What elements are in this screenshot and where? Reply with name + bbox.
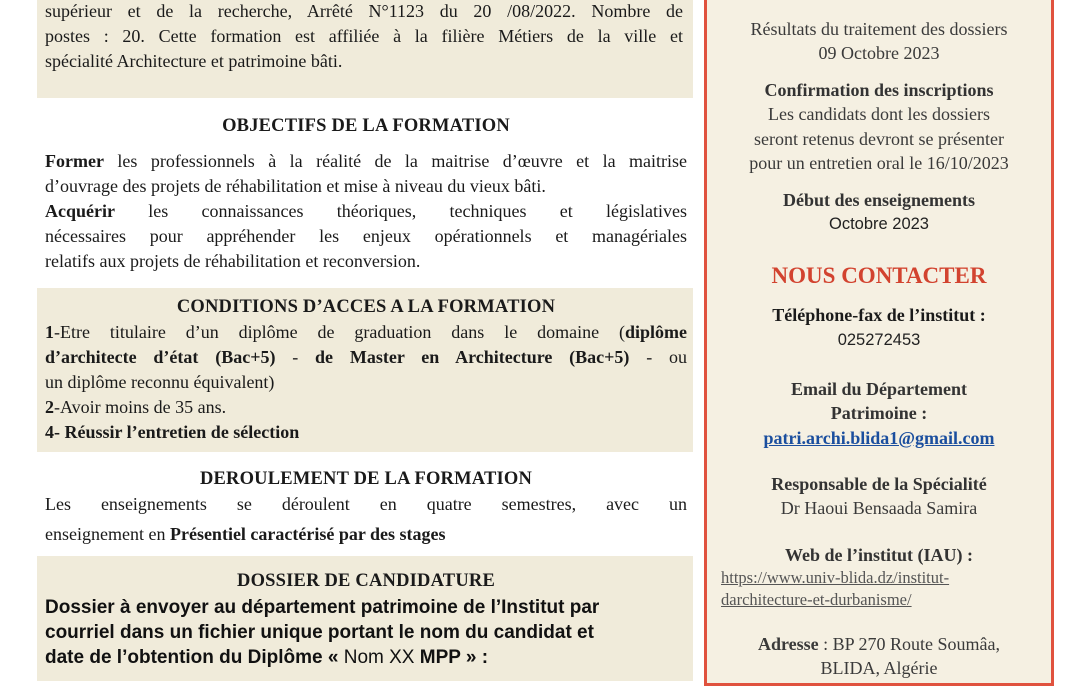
conditions-title: CONDITIONS D’ACCES A LA FORMATION <box>176 297 556 317</box>
email-label: Patrimoine : <box>830 403 928 423</box>
condition-1 <box>45 320 687 345</box>
condition-text: -Etre titulaire d’un diplôme de graduation dans le domaine ( <box>54 322 625 342</box>
conditions-section <box>37 288 693 452</box>
objectifs-title: OBJECTIFS DE LA FORMATION <box>222 116 510 136</box>
web-link-line[interactable]: darchitecture-et-durbanisme/ <box>721 590 912 609</box>
condition-bold: de Master en Architecture (Bac+5) <box>315 347 630 367</box>
tel-value: 025272453 <box>837 331 921 349</box>
condition-text: - <box>275 347 316 367</box>
objectifs-acquerir: Acquérir <box>45 201 115 221</box>
objectifs-text: les professionnels à la réalité de la maitrise d’œuvre et la maitrise <box>103 151 687 171</box>
intro-line: spécialité Architecture et patrimoine bâti. <box>45 51 343 71</box>
confirmation-line: Les candidats dont les dossiers <box>768 104 990 124</box>
condition-1-line-3: un diplôme reconnu équivalent) <box>45 372 275 392</box>
web-link-line[interactable]: https://www.univ-blida.dz/institut- <box>721 568 950 587</box>
resultats-date: 09 Octobre 2023 <box>818 43 940 63</box>
deroulement-line: Les enseignements se déroulent en quatre semestres, avec un <box>45 494 687 514</box>
dossier-text: date de l’obtention du Diplôme « <box>45 647 344 668</box>
confirmation-line: seront retenus devront se présenter <box>754 129 1004 149</box>
objectifs-line: nécessaires pour appréhender les enjeux opérationnels et managériales <box>45 226 687 246</box>
adresse-value: : BP 270 Route Soumâa, <box>818 634 1000 654</box>
objectifs-paragraph-1 <box>45 149 687 174</box>
objectifs-line: d’ouvrage des projets de réhabilitation et mise à niveau du vieux bâti. <box>45 176 546 196</box>
debut-date: Octobre 2023 <box>829 215 929 233</box>
confirmation-line: pour un entretien oral le 16/10/2023 <box>749 153 1009 173</box>
deroulement-bold: Présentiel caractérisé par des stages <box>169 524 446 544</box>
adresse-city: BLIDA, Algérie <box>820 658 938 678</box>
responsable-value: Dr Haoui Bensaada Samira <box>780 498 978 518</box>
condition-4 <box>45 420 687 445</box>
intro-line: supérieur et de la recherche, Arrêté N°1123 du 20 /08/2022. Nombre de <box>45 1 683 21</box>
dossier-line: Dossier à envoyer au département patrimoine de l’Institut par <box>45 597 600 618</box>
deroulement-line <box>45 522 687 547</box>
condition-number: 1 <box>45 322 54 342</box>
email-link[interactable]: patri.archi.blida1@gmail.com <box>763 428 995 448</box>
condition-1-line-2 <box>45 345 687 370</box>
tel-label: Téléphone-fax de l’institut : <box>772 305 986 325</box>
web-link[interactable] <box>721 567 949 611</box>
deroulement-title: DEROULEMENT DE LA FORMATION <box>199 469 533 489</box>
contact-title: NOUS CONTACTER <box>771 263 987 288</box>
objectifs-line: relatifs aux projets de réhabilitation et reconversion. <box>45 251 421 271</box>
responsable-label: Responsable de la Spécialité <box>771 474 987 494</box>
intro-section <box>37 0 693 98</box>
web-label: Web de l’institut (IAU) : <box>785 545 973 565</box>
debut-title: Début des enseignements <box>783 190 975 210</box>
condition-2 <box>45 395 687 420</box>
dossier-line <box>45 645 687 670</box>
condition-bold: 4- Réussir l’entretien de sélection <box>45 422 300 442</box>
dossier-filename: Nom XX <box>343 647 420 668</box>
condition-text: - ou <box>629 347 687 367</box>
objectifs-text: les connaissances théoriques, techniques et législatives <box>114 201 687 221</box>
info-panel <box>704 0 1054 686</box>
condition-bold: diplôme <box>624 322 687 342</box>
objectifs-paragraph-2 <box>45 199 687 224</box>
confirmation-title: Confirmation des inscriptions <box>764 80 994 100</box>
objectifs-section <box>37 112 693 274</box>
resultats-label: Résultats du traitement des dossiers <box>750 19 1008 39</box>
intro-line: postes : 20. Cette formation est affiliée à la filière Métiers de la ville et <box>45 26 683 46</box>
deroulement-text: enseignement en <box>45 524 170 544</box>
objectifs-former: Former <box>45 151 104 171</box>
deroulement-section <box>37 466 693 547</box>
condition-bold: d’architecte d’état (Bac+5) <box>45 347 276 367</box>
condition-number: 2 <box>45 397 54 417</box>
dossier-title: DOSSIER DE CANDIDATURE <box>237 571 495 591</box>
adresse-line <box>707 632 1051 656</box>
dossier-filename-suffix: MPP <box>419 647 461 668</box>
condition-text: -Avoir moins de 35 ans. <box>54 397 227 417</box>
dossier-section <box>37 556 693 681</box>
adresse-label: Adresse <box>757 634 819 654</box>
email-label: Email du Département <box>791 379 967 399</box>
email-link-row <box>707 426 1051 450</box>
dossier-line: courriel dans un fichier unique portant le nom du candidat et <box>45 622 594 643</box>
dossier-text: » : <box>460 647 489 668</box>
